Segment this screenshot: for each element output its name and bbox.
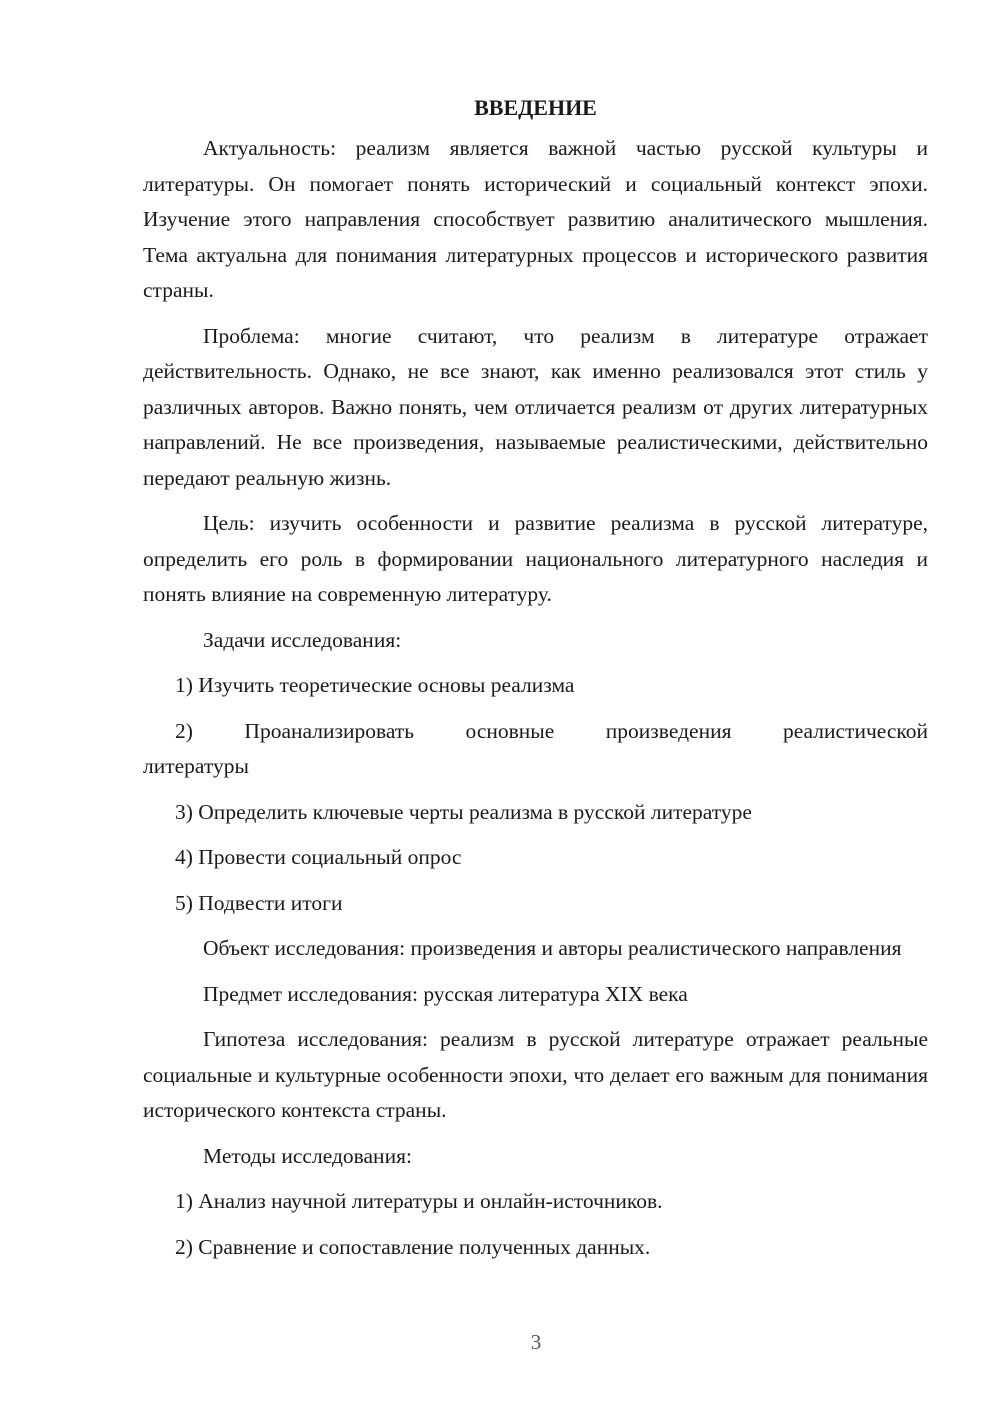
page-title: ВВЕДЕНИЕ — [474, 95, 597, 120]
subject-paragraph: Предмет исследования: русская литература XIX века — [203, 981, 688, 1006]
problem-paragraph: Проблема: многие считают, что реализм в литературе отражает действительность. Однако, не все знают, как именно реализовался этот стиль у различных авторов. Важно понять, чем отличается реализм от других литературных направлений. Не все произведения, называемые реалистическими, действительно передают реальную жизнь. — [143, 323, 928, 490]
task-item: 2) Проанализировать основные произведения реалистической литературы — [143, 718, 928, 778]
tasks-heading: Задачи исследования: — [203, 627, 402, 652]
object-paragraph: Объект исследования: произведения и авторы реалистического направления — [203, 936, 902, 960]
task-item: 5) Подвести итоги — [175, 890, 343, 915]
task-item: 1) Изучить теоретические основы реализма — [175, 673, 575, 697]
method-item: 2) Сравнение и сопоставление полученных данных. — [175, 1234, 651, 1259]
page-number: 3 — [530, 1330, 542, 1354]
hypothesis-paragraph: Гипотеза исследования: реализм в русской литературе отражает реальные социальные и культурные особенности эпохи, что делает его важным для понимания исторического контекста страны. — [143, 1027, 928, 1122]
method-item: 1) Анализ научной литературы и онлайн-источников. — [175, 1189, 663, 1213]
task-item: 4) Провести социальный опрос — [175, 845, 462, 869]
methods-heading: Методы исследования: — [203, 1143, 412, 1168]
relevance-paragraph: Актуальность: реализм является важной частью русской культуры и литературы. Он помогает понять исторический и социальный контекст эпохи. Изучение этого направления способствует развитию аналитического мышления. Тема актуальна для понимания литературных процессов и исторического развития страны. — [143, 136, 928, 302]
task-item: 3) Определить ключевые черты реализма в русской литературе — [175, 799, 752, 824]
document-page — [143, 90, 928, 1275]
goal-paragraph: Цель: изучить особенности и развитие реализма в русской литературе, определить его роль в формировании национального литературного наследия и понять влияние на современную литературу. — [143, 511, 928, 606]
